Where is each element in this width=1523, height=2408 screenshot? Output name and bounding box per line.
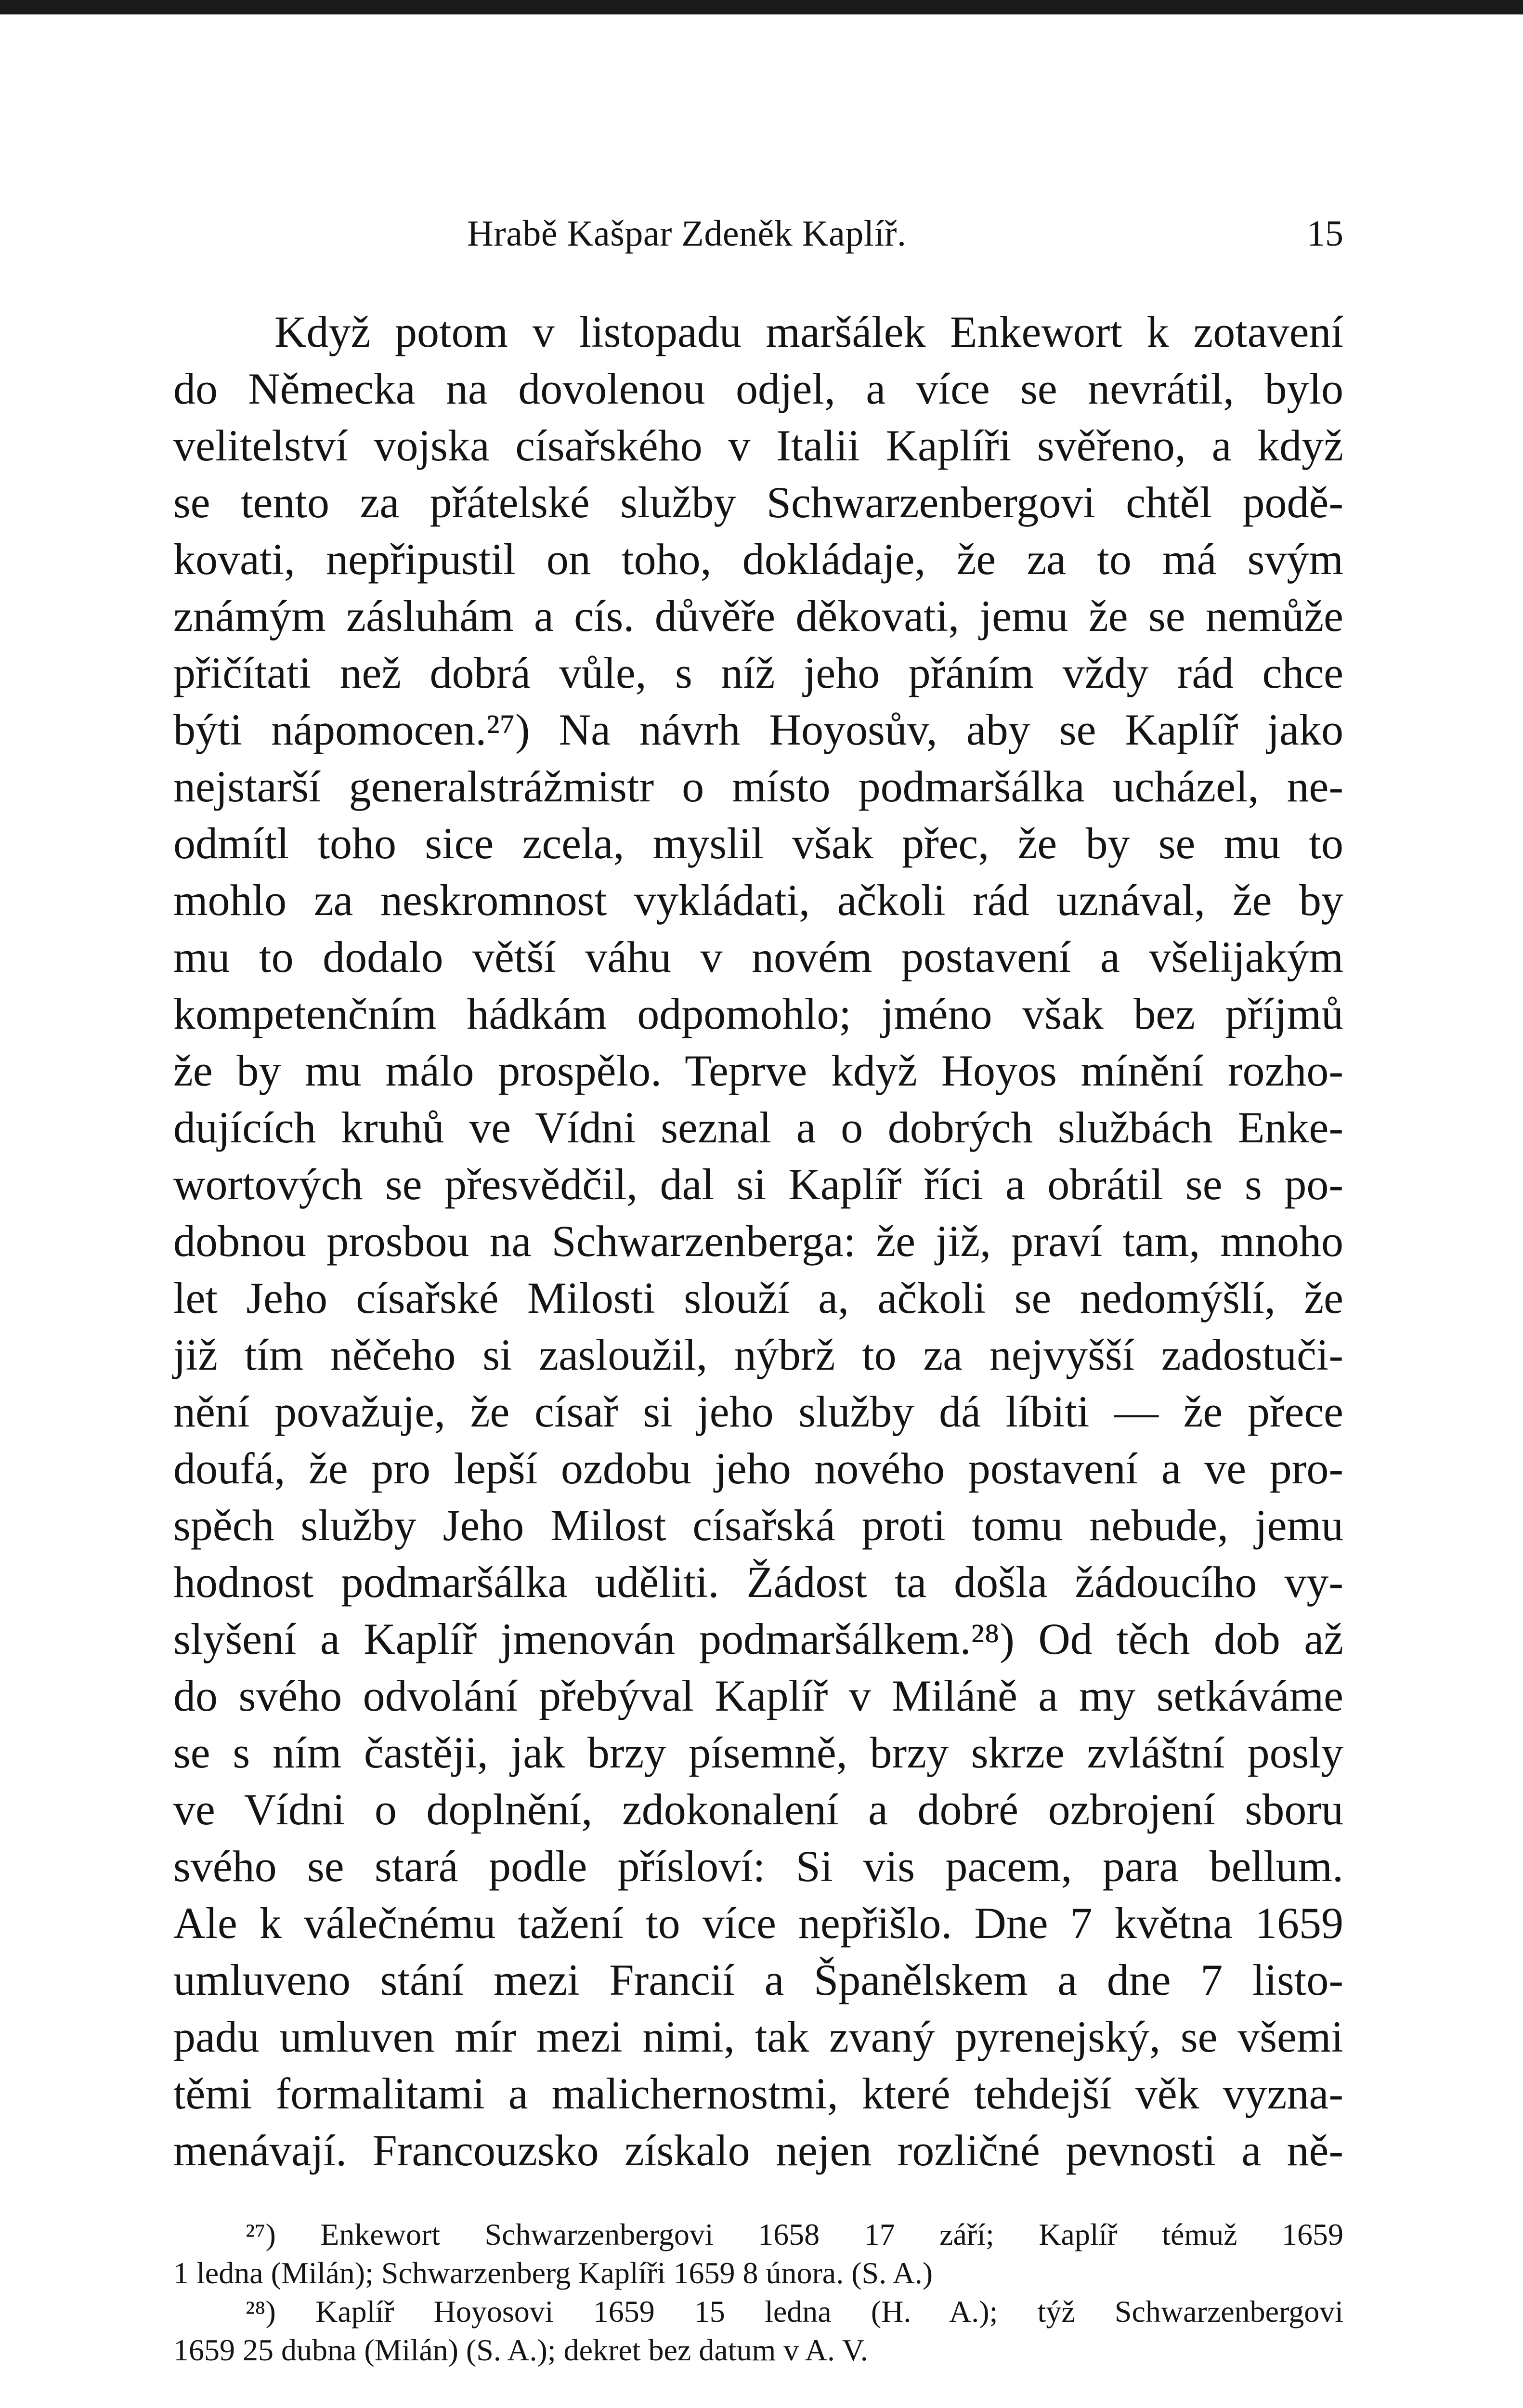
- text-line: doufá, že pro lepší ozdobu jeho nového postavení a ve pro-: [173, 1444, 1343, 1493]
- text-line: do Německa na dovolenou odjel, a více se nevrátil, bylo: [173, 364, 1343, 413]
- running-title: Hrabě Kašpar Zdeněk Kaplíř.: [467, 213, 907, 254]
- text-line: již tím něčeho si zasloužil, nýbrž to za nejvyšší zadostuči-: [173, 1330, 1343, 1379]
- text-line: Ale k válečnému tažení to více nepřišlo. Dne 7 května 1659: [173, 1898, 1343, 1948]
- footnote-28-line: ²⁸) Kaplíř Hoyosovi 1659 15 ledna (H. A.); týž Schwarzenbergovi: [246, 2294, 1343, 2329]
- text-line: svého se stará podle přísloví: Si vis pacem, para bellum.: [173, 1842, 1343, 1891]
- text-line: přičítati než dobrá vůle, s níž jeho přáním vždy rád chce: [173, 648, 1343, 697]
- book-page: [46, 14, 1523, 2408]
- text-line: se tento za přátelské služby Schwarzenbergovi chtěl podě-: [173, 478, 1343, 527]
- text-line: nejstarší generalstrážmistr o místo podmaršálka ucházel, ne-: [173, 762, 1343, 811]
- footnote-27-line: 1 ledna (Milán); Schwarzenberg Kaplíři 1659 8 února. (S. A.): [173, 2256, 933, 2290]
- text-line: známým zásluhám a cís. důvěře děkovati, jemu že se nemůže: [173, 591, 1343, 641]
- text-line: těmi formalitami a malichernostmi, které tehdejší věk vyzna-: [173, 2069, 1343, 2118]
- text-line: že by mu málo prospělo. Teprve když Hoyos mínění rozho-: [173, 1046, 1343, 1095]
- text-line: býti nápomocen.²⁷) Na návrh Hoyosův, aby se Kaplíř jako: [173, 705, 1343, 754]
- text-line: odmítl toho sice zcela, myslil však přec, že by se mu to: [173, 819, 1343, 868]
- text-line: let Jeho císařské Milosti slouží a, ačkoli se nedomýšlí, že: [173, 1273, 1343, 1322]
- text-line: spěch služby Jeho Milost císařská proti tomu nebude, jemu: [173, 1501, 1343, 1550]
- text-line: nění považuje, že císař si jeho služby dá líbiti — že přece: [173, 1387, 1343, 1436]
- text-line: mohlo za neskromnost vykládati, ačkoli rád uznával, že by: [173, 876, 1343, 925]
- text-line: mu to dodalo větší váhu v novém postavení a všelijakým: [173, 932, 1343, 982]
- text-line: menávají. Francouzsko získalo nejen rozličné pevnosti a ně-: [173, 2126, 1343, 2175]
- text-line: hodnost podmaršálka uděliti. Žádost ta došla žádoucího vy-: [173, 1557, 1343, 1607]
- text-line: umluveno stání mezi Francií a Španělskem a dne 7 listo-: [173, 1955, 1343, 2004]
- body-text: [173, 303, 1343, 2179]
- footnote-28-line: 1659 25 dubna (Milán) (S. A.); dekret bez datum v A. V.: [173, 2333, 868, 2367]
- text-line: kovati, nepřipustil on toho, dokládaje, že za to má svým: [173, 535, 1343, 584]
- footnote-27-line: ²⁷) Enkewort Schwarzenbergovi 1658 17 září; Kaplíř témuž 1659: [246, 2217, 1343, 2251]
- text-line: kompetenčním hádkám odpomohlo; jméno však bez příjmů: [173, 989, 1343, 1038]
- text-line: do svého odvolání přebýval Kaplíř v Miláně a my setkáváme: [173, 1671, 1343, 1720]
- text-line: dujících kruhů ve Vídni seznal a o dobrých službách Enke-: [173, 1103, 1343, 1152]
- text-line: padu umluven mír mezi nimi, tak zvaný pyrenejský, se všemi: [173, 2012, 1343, 2061]
- scan-top-edge: [0, 0, 1523, 14]
- text-line: dobnou prosbou na Schwarzenberga: že již, praví tam, mnoho: [173, 1217, 1343, 1266]
- text-line: Když potom v listopadu maršálek Enkewort k zotavení: [274, 307, 1343, 356]
- text-line: ve Vídni o doplnění, zdokonalení a dobré ozbrojení sboru: [173, 1785, 1343, 1834]
- footnotes: [173, 2215, 1343, 2369]
- text-line: se s ním častěji, jak brzy písemně, brzy skrze zvláštní posly: [173, 1728, 1343, 1777]
- text-line: slyšení a Kaplíř jmenován podmaršálkem.²⁸) Od těch dob až: [173, 1614, 1343, 1663]
- page-number: 15: [1307, 213, 1343, 254]
- text-line: wortových se přesvědčil, dal si Kaplíř říci a obrátil se s po-: [173, 1160, 1343, 1209]
- running-head: [173, 207, 1343, 260]
- text-line: velitelství vojska císařského v Italii Kaplíři svěřeno, a když: [173, 421, 1343, 470]
